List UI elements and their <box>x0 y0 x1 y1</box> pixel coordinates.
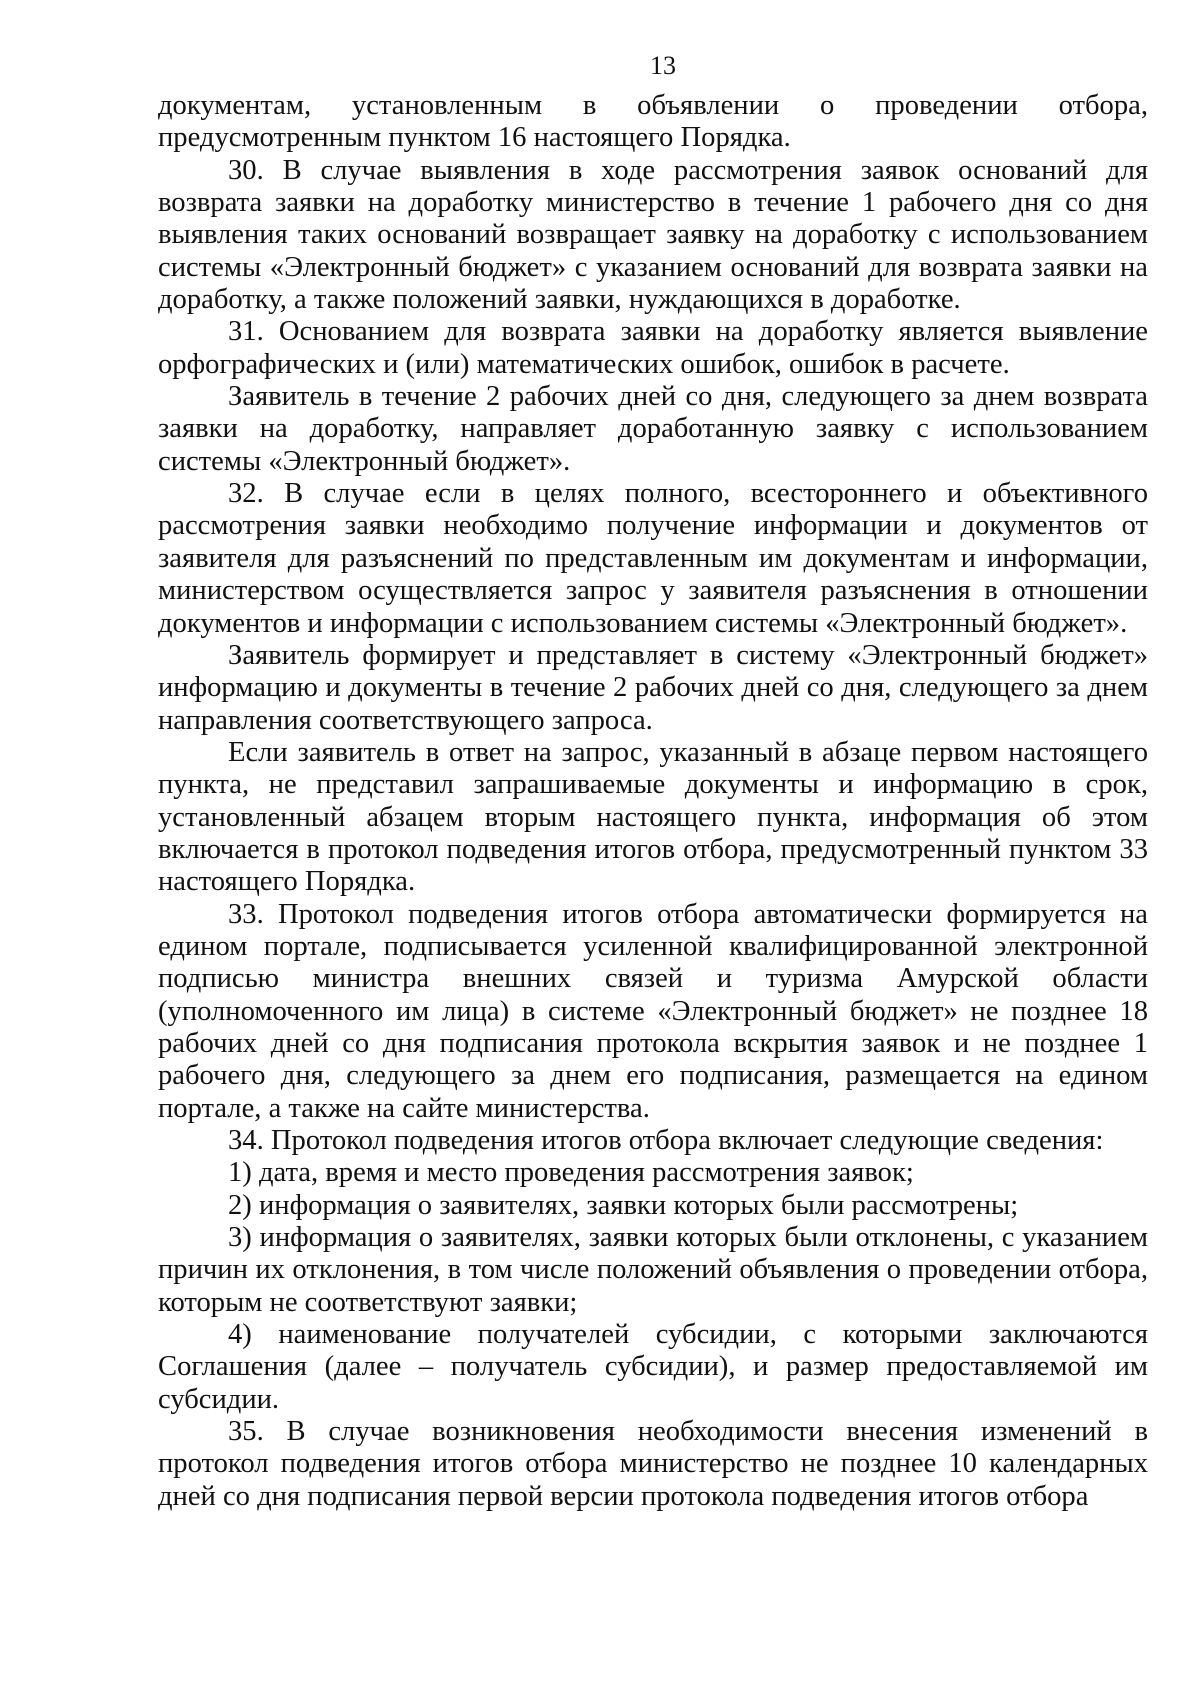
list-item-1: 1) дата, время и место проведения рассмотрения заявок; <box>228 1157 914 1189</box>
list-item-2: 2) информация о заявителях, заявки которых были рассмотрены; <box>228 1189 1019 1221</box>
paragraph-32: 32. В случае если в целях полного, всестороннего и объективного рассмотрения заявки необходимо получение информации и документов от заявителя для разъяснений по представленным им документам и информации, министерством осуществляется запрос у заявителя разъяснения в отношении документов и информации с использованием системы «Электронный бюджет». <box>158 478 1148 639</box>
paragraph-31-applicant: Заявитель в течение 2 рабочих дней со дня, следующего за днем возврата заявки на доработку, направляет доработанную заявку с использованием системы «Электронный бюджет». <box>158 381 1148 477</box>
paragraph-34: 34. Протокол подведения итогов отбора включает следующие сведения: <box>228 1125 1104 1156</box>
paragraph-30: 30. В случае выявления в ходе рассмотрения заявок оснований для возврата заявки на доработку министерство в течение 1 рабочего дня со дня выявления таких оснований возвращает заявку на доработку с использованием системы «Электронный бюджет» с указанием оснований для возврата заявки на доработку, а также положений заявки, нуждающихся в доработке. <box>158 154 1148 316</box>
paragraph-32-applicant: Заявитель формирует и представляет в систему «Электронный бюджет» информацию и документы в течение 2 рабочих дней со дня, следующего за днем направления соответствующего запроса. <box>158 639 1148 736</box>
paragraph-35: 35. В случае возникновения необходимости внесения изменений в протокол подведения итогов отбора министерство не позднее 10 календарных дней со дня подписания первой версии протокола подведения итогов отбора <box>158 1416 1148 1512</box>
document-page <box>158 50 1148 1513</box>
paragraph-32-no-response: Если заявитель в ответ на запрос, указанный в абзаце первом настоящего пункта, не представил запрашиваемые документы и информацию в срок, установленный абзацем вторым настоящего пункта, информация об этом включается в протокол подведения итогов отбора, предусмотренный пунктом 33 настоящего Порядка. <box>158 736 1148 898</box>
paragraph-33: 33. Протокол подведения итогов отбора автоматически формируется на едином портале, подписывается усиленной квалифицированной электронной подписью министра внешних связей и туризма Амурской области (уполномоченного им лица) в системе «Электронный бюджет» не позднее 18 рабочих дней со дня подписания протокола вскрытия заявок и не позднее 1 рабочего дня, следующего за днем его подписания, размещается на едином портале, а также на сайте министерства. <box>158 898 1148 1124</box>
paragraph-continuation: документам, установленным в объявлении о проведении отбора, предусмотренным пунктом 16 настоящего Порядка. <box>158 90 1148 154</box>
list-item-3: 3) информация о заявителях, заявки которых были отклонены, с указанием причин их отклонения, в том числе положений объявления о проведении отбора, которым не соответствуют заявки; <box>158 1222 1148 1318</box>
list-item-4: 4) наименование получателей субсидии, с которыми заключаются Соглашения (далее – получатель субсидии), и размер предоставляемой им субсидии. <box>158 1319 1148 1415</box>
paragraph-31: 31. Основанием для возврата заявки на доработку является выявление орфографических и (или) математических ошибок, ошибок в расчете. <box>158 316 1148 380</box>
page-number: 13 <box>650 51 676 80</box>
